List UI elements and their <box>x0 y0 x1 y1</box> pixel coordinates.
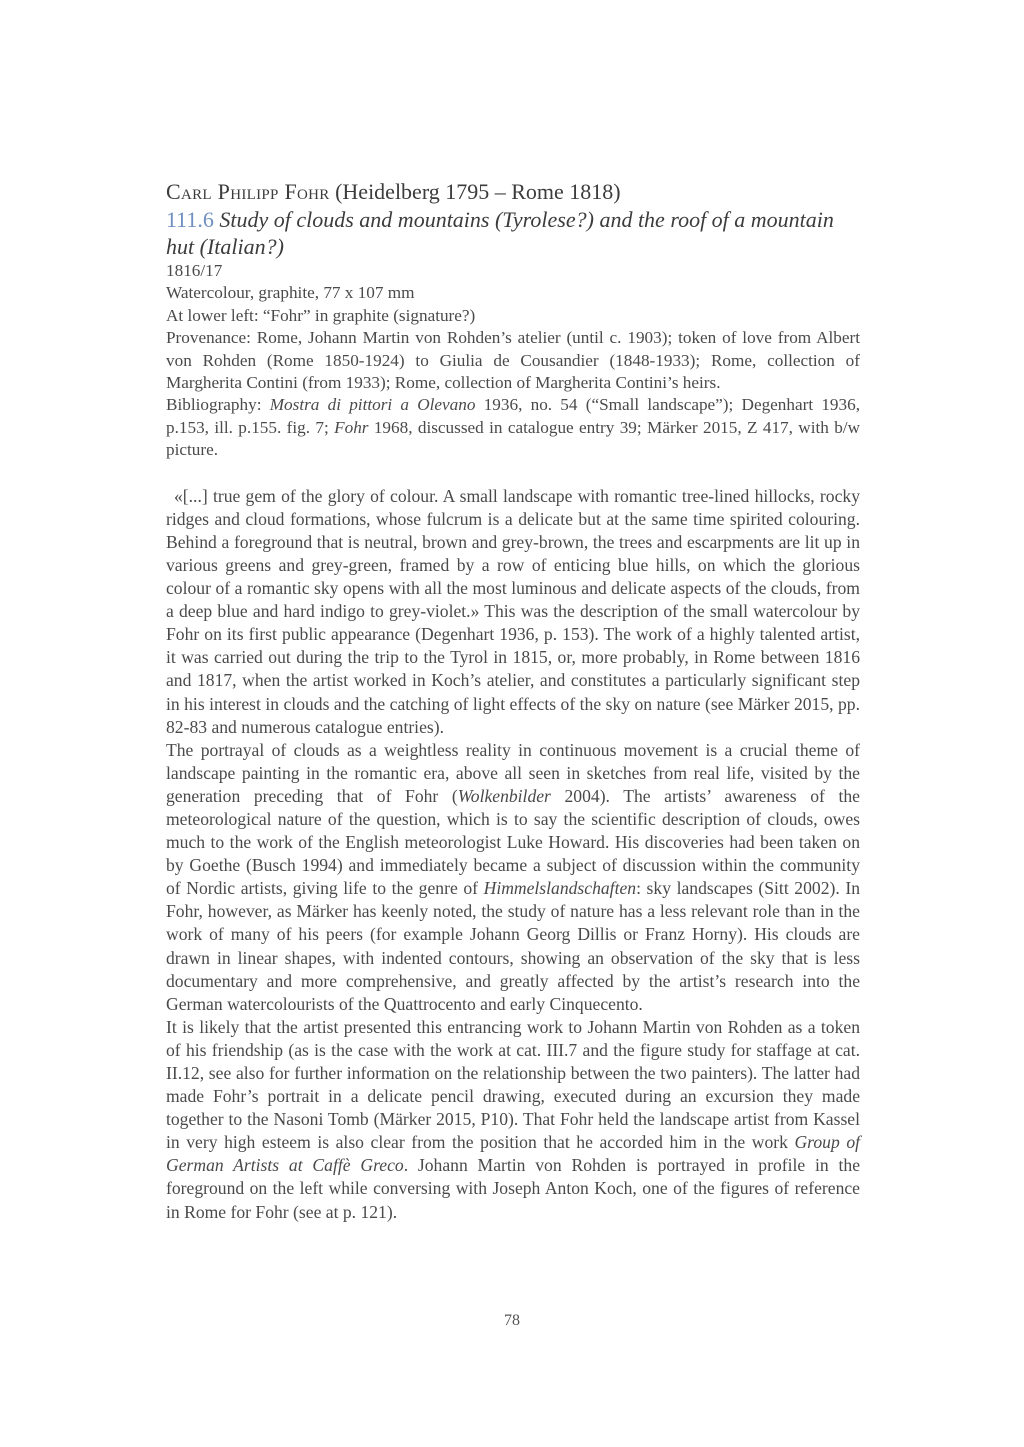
section-spacer <box>166 462 860 485</box>
entry-medium: Watercolour, graphite, 77 x 107 mm <box>166 283 415 303</box>
entry-bibliography <box>166 394 860 461</box>
artist-name: Carl Philipp Fohr <box>166 179 330 204</box>
body-paragraph <box>166 739 860 1016</box>
body-italic-text: Himmelslandschaften <box>483 878 637 899</box>
page-number: 78 <box>504 1312 520 1329</box>
body-text: 2004). The artists’ awareness of the meteorological nature of the question, which is to say the scientific description of clouds, owes much to the work of the English meteorologist Luke Howard. His discoveries had been taken on by Goethe (Busch 1994) and immediately became a subject of discussion within the community of Nordic artists, giving life to the genre of <box>166 785 860 899</box>
body-text: It is likely that the artist presented this entrancing work to Johann Martin von Rohden as a token of his friendship (as is the case with the work at cat. III.7 and the figure study for staffage at cat. II.12, see also for further information on the relationship between the two painters). The latter had made Fohr’s portrait in a delicate pencil drawing, executed during an excursion they made together to the Nasoni Tomb (Märker 2015, P10). That Fohr held the landscape artist from Kassel in very high esteem is also clear from the position that he accorded him in the work <box>166 1016 860 1153</box>
body-text: : sky landscapes (Sitt 2002). In Fohr, however, as Märker has keenly noted, the study of nature has a less relevant role than in the work of many of his peers (for example Johann Georg Dillis or Franz Horny). His clouds are drawn in linear shapes, with indented contours, showing an observation of the sky that is less documentary and more comprehensive, and greatly affected by the artist’s research into the German watercolourists of the Quattrocento and early Cinquecento. <box>166 878 860 1014</box>
body-text: . Johann Martin von Rohden is portrayed in profile in the foreground on the left while conversing with Joseph Anton Koch, one of the figures of reference in Rome for Fohr (see at p. 121). <box>166 1155 861 1222</box>
work-title <box>166 206 860 260</box>
bibliography-ref-text: 1936, no. 54 (“Small landscape”); Degenhart 1936, p.153, ill. p.155. fig. 7; <box>166 395 861 437</box>
body-paragraph: «[...] true gem of the glory of colour. A small landscape with romantic tree-lined hillocks, rocky ridges and cloud formations, whose fulcrum is a delicate but at the same time spirited colouring. Behind a foreground that is neutral, brown and grey-brown, the trees and escarpments are lit up in various greens and grey-green, framed by a row of enticing blue hills, on which the glorious colour of a romantic sky opens with all the most luminous and delicate aspects of the clouds, from a deep blue and hard indigo to grey-violet.» This was the description of the small watercolour by Fohr on its first public appearance (Degenhart 1936, p. 153). The work of a highly talented artist, it was carried out during the trip to the Tyrol in 1815, or, more probably, in Rome between 1816 and 1817, when the artist worked in Koch’s atelier, and constitutes a particularly significant step in his interest in clouds and the catching of light effects of the sky on nature (see Märker 2015, pp. 82-83 and numerous catalogue entries). <box>166 485 860 737</box>
entry-date: 1816/17 <box>166 261 223 280</box>
bibliography-ref-title: Fohr <box>334 417 369 437</box>
body-paragraph <box>166 1016 860 1224</box>
artist-dates: (Heidelberg 1795 – Rome 1818) <box>329 179 621 204</box>
entry-body <box>166 485 860 1224</box>
work-title-text: Study of clouds and mountains (Tyrolese?) and the roof of a mountain hut (Italian?) <box>166 207 834 259</box>
entry-inscription: At lower left: “Fohr” in graphite (signature?) <box>166 305 476 325</box>
catalogue-entry <box>166 178 860 1224</box>
bibliography-ref-text: 1968, discussed in catalogue entry 39; Märker 2015, Z 417, with b/w picture. <box>166 417 860 460</box>
catalogue-number: 111.6 <box>166 207 214 232</box>
body-italic-text: Wolkenbilder <box>457 785 551 806</box>
entry-provenance: Provenance: Rome, Johann Martin von Rohden’s atelier (until c. 1903); token of love from Albert von Rohden (Rome 1850-1924) to Giulia de Cousandier (1848-1933); Rome, collection of Margherita Contini (from 1933); Rome, collection of Margherita Contini’s heirs. <box>166 328 860 393</box>
body-text: The portrayal of clouds as a weightless reality in continuous movement is a crucial theme of landscape painting in the romantic era, above all seen in sketches from real life, visited by the generation preceding that of Fohr ( <box>166 739 860 806</box>
body-italic-text: Group of German Artists at Caffè Greco <box>166 1132 861 1176</box>
bibliography-label: Bibliography: <box>166 395 270 415</box>
entry-heading <box>166 178 860 206</box>
bibliography-ref-title: Mostra di pittori a Olevano <box>269 395 476 415</box>
